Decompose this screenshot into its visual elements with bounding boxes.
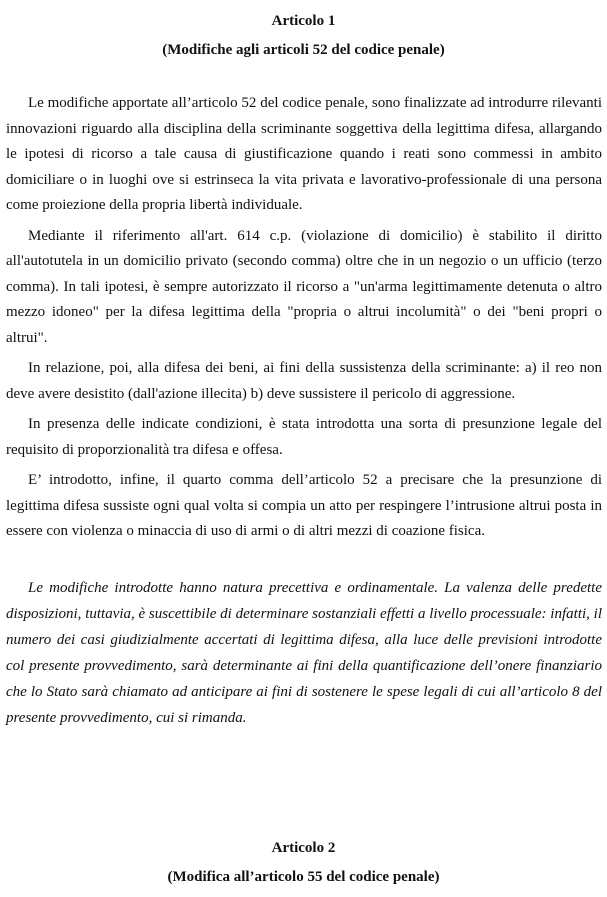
article-1-paragraph: Le modifiche apportate all’articolo 52 del codice penale, sono finalizzate ad introdurre rilevanti innovazioni riguardo alla disciplina della scriminante soggettiva della legittima difesa, allargando le ipotesi di ricorso a tale causa di giustificazione quando i reati sono commessi in ambito domiciliare o in luoghi ove si estrinseca la vita privata e lavorativo-professionale di una persona come proiezione della propria libertà individuale. [6, 95, 602, 213]
article-1-title: Articolo 1 [271, 13, 336, 29]
article-1-paragraph: Mediante il riferimento all'art. 614 c.p. (violazione di domicilio) è stabilito il diritto all'autotutela in un domicilio privato (secondo comma) oltre che in un negozio o un ufficio (terzo comma). In tali ipotesi, è sempre autorizzato il ricorso a "un'arma legittimamente detenuta o altro mezzo idoneo" per la difesa legittima della "propria o altrui incolumità" o dei "beni propri o altrui". [6, 227, 602, 346]
article-1-paragraph: In relazione, poi, alla difesa dei beni, ai fini della sussistenza della scriminante: a) il reo non deve avere desistito (dall'azione illecita) b) deve sussistere il pericolo di aggressione. [6, 360, 602, 402]
article-2-subtitle: (Modifica all’articolo 55 del codice penale) [167, 869, 440, 885]
article-1-paragraph: E’ introdotto, infine, il quarto comma dell’articolo 52 a precisare che la presunzione di legittima difesa sussiste ogni qual volta si compia un atto per respingere l’intrusione altrui posta in essere con violenza o minaccia di uso di armi o di altri mezzi di coazione fisica. [6, 472, 602, 539]
article-1-subtitle: (Modifiche agli articoli 52 del codice penale) [162, 42, 445, 58]
article-1-body [6, 91, 602, 550]
article-1-paragraph: In presenza delle indicate condizioni, è stata introdotta una sorta di presunzione legale del requisito di proporzionalità tra difesa e offesa. [6, 416, 602, 458]
article-1-note-paragraph: Le modifiche introdotte hanno natura precettiva e ordinamentale. La valenza delle predette disposizioni, tuttavia, è suscettibile di determinare sostanziali effetti a livello processuale: infatti, il numero dei casi giudizialmente accertati di legittima difesa, alla luce delle previsioni introdotte col presente provvedimento, sarà determinante ai fini della quantificazione dell’onere finanziario che lo Stato sarà chiamato ad anticipare ai fini di sostenere le spese legali di cui all’articolo 8 del presente provvedimento, cui si rimanda. [6, 580, 602, 726]
article-2-title: Articolo 2 [271, 840, 336, 856]
article-1-note [6, 575, 602, 731]
